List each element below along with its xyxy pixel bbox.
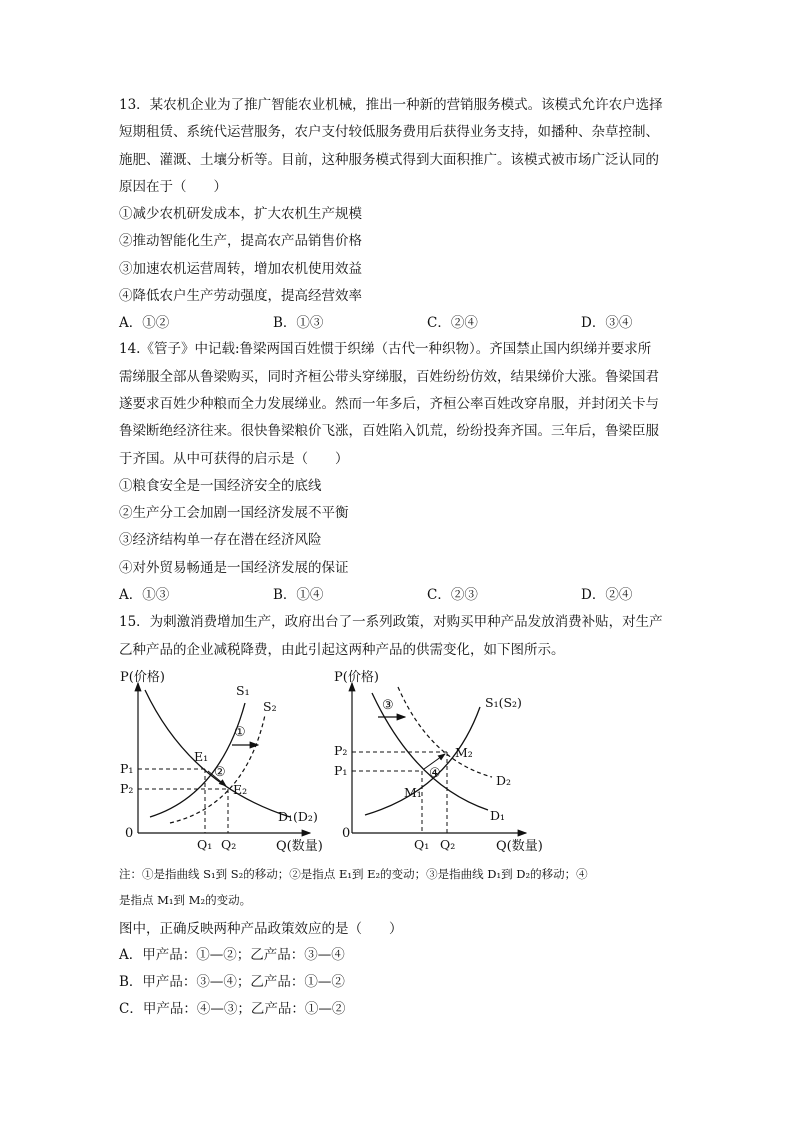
q13-option-d[interactable]: D．③④ (581, 315, 633, 331)
q14-stem-line-3: 遂要求百姓少种粮而全力发展绨业。然而一年多后，齐桓公率百姓改穿帛服，并封闭关卡与 (119, 396, 659, 412)
q14-option-d[interactable]: D．②④ (581, 587, 633, 603)
q15-note-line-2: 是指点 M₁到 M₂的变动。 (119, 893, 252, 907)
y-axis-label: P(价格) (120, 670, 165, 685)
demand-curve-d2-label: D₂ (496, 773, 512, 788)
point-e1-label: E₁ (194, 749, 209, 764)
q14-item-2: ②生产分工会加剧一国经济发展不平衡 (119, 505, 349, 521)
q15-option-b[interactable]: B．甲产品：③—④；乙产品：①—② (119, 974, 345, 990)
q14-item-1: ①粮食安全是一国经济安全的底线 (119, 478, 322, 494)
q13-option-b[interactable]: B．①③ (273, 315, 324, 331)
tick-q2: Q₂ (440, 837, 456, 852)
q13-item-4: ④降低农户生产劳动强度，提高经营效率 (119, 288, 362, 304)
q15-option-c[interactable]: C．甲产品：④—③；乙产品：①—② (119, 1001, 346, 1017)
supply-curve-s2-label: S₂ (263, 699, 277, 714)
q13-item-1: ①减少农机研发成本，扩大农机生产规模 (119, 206, 362, 222)
tick-p2: P₂ (120, 781, 134, 796)
q13-stem-line-2: 短期租赁、系统代运营服务，农户支付较低服务费用后获得业务支持，如播种、杂草控制、 (119, 124, 659, 140)
annotation-2: ② (214, 765, 226, 780)
q13-item-3: ③加速农机运营周转，增加农机使用效益 (119, 261, 362, 277)
tick-q2: Q₂ (221, 837, 237, 852)
chart-product-a (110, 665, 335, 860)
q15-question: 图中，正确反映两种产品政策效应的是（ ） (119, 921, 403, 937)
q13-option-c[interactable]: C．②④ (427, 315, 478, 331)
point-m1-label: M₁ (404, 785, 422, 800)
q15-option-a[interactable]: A．甲产品：①—②；乙产品：③—④ (119, 947, 345, 963)
supply-curve-label: S₁(S₂) (485, 695, 522, 710)
chart-product-b (330, 665, 570, 860)
q14-option-c[interactable]: C．②③ (427, 587, 478, 603)
tick-q1: Q₁ (414, 837, 430, 852)
q13-stem-line-3: 施肥、灌溉、土壤分析等。目前，这种服务模式得到大面积推广。该模式被市场广泛认同的 (119, 152, 659, 168)
point-m2-label: M₂ (455, 745, 473, 760)
q14-item-3: ③经济结构单一存在潜在经济风险 (119, 532, 322, 548)
origin-label: 0 (342, 826, 351, 841)
supply-curve-s1-label: S₁ (236, 683, 250, 698)
q14-stem-line-5: 于齐国。从中可获得的启示是（ ） (119, 451, 349, 467)
demand-curve-label: D₁(D₂) (278, 809, 318, 824)
y-axis-label: P(价格) (334, 670, 379, 685)
q14-option-a[interactable]: A．①③ (119, 587, 170, 603)
q14-stem-line-2: 需绨服全部从鲁梁购买，同时齐桓公带头穿绨服，百姓纷纷仿效，结果绨价大涨。鲁梁国君 (119, 369, 659, 385)
q14-stem-line-1: 14.《管子》中记载:鲁梁两国百姓惯于织绨（古代一种织物）。齐国禁止国内织绨并要求所 (119, 341, 652, 357)
q13-stem-line-1: 13．某农机企业为了推广智能农业机械，推出一种新的营销服务模式。该模式允许农户选择 (119, 97, 663, 113)
q13-item-2: ②推动智能化生产，提高农产品销售价格 (119, 233, 362, 249)
annotation-1: ① (234, 725, 246, 740)
point-e2-label: E₂ (233, 782, 248, 797)
x-axis-label: Q(数量) (496, 839, 543, 854)
tick-p2: P₂ (334, 743, 348, 758)
q14-option-b[interactable]: B．①④ (273, 587, 324, 603)
tick-q1: Q₁ (197, 837, 213, 852)
q13-stem-line-4: 原因在于（ ） (119, 179, 227, 195)
demand-curve-d2 (398, 687, 492, 777)
tick-p1: P₁ (120, 761, 134, 776)
annotation-3: ③ (382, 698, 394, 713)
q15-stem-line-2: 乙种产品的企业减税降费，由此引起这两种产品的供需变化，如下图所示。 (119, 642, 565, 658)
q15-note-line-1: 注：①是指曲线 S₁到 S₂的移动；②是指点 E₁到 E₂的变动；③是指曲线 D₁到 D₂的移动；④ (119, 867, 588, 881)
x-axis-label: Q(数量) (276, 839, 323, 854)
q14-stem-line-4: 鲁梁断绝经济往来。很快鲁梁粮价飞涨，百姓陷入饥荒，纷纷投奔齐国。三年后，鲁梁臣服 (119, 423, 659, 439)
q14-item-4: ④对外贸易畅通是一国经济发展的保证 (119, 560, 349, 576)
demand-curve-d1-label: D₁ (490, 808, 506, 823)
q15-stem-line-1: 15．为刺激消费增加生产，政府出台了一系列政策，对购买甲种产品发放消费补贴，对生产 (119, 614, 663, 630)
tick-p1: P₁ (334, 763, 348, 778)
origin-label: 0 (125, 826, 134, 841)
annotation-4: ④ (429, 766, 441, 781)
q13-option-a[interactable]: A．①② (119, 315, 170, 331)
